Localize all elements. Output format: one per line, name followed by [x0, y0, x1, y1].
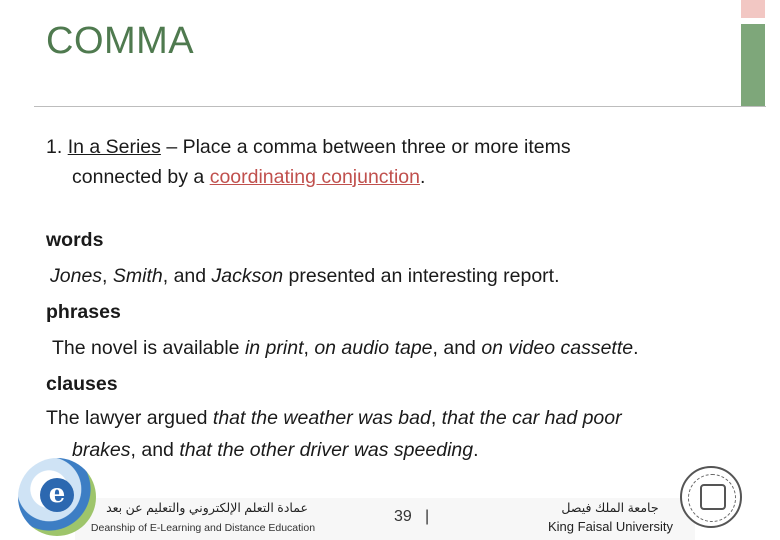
clauses-sep-2: , and: [130, 439, 180, 461]
phrases-label: phrases: [46, 301, 121, 323]
rule-text-b: connected by a: [72, 166, 210, 188]
university-seal-icon: [680, 466, 742, 528]
words-label: words: [46, 229, 104, 251]
rule-paragraph: [46, 132, 746, 192]
phrases-item-1: in print: [244, 337, 304, 359]
phrases-tail: .: [633, 337, 639, 359]
words-tail: presented an interesting report.: [283, 265, 560, 287]
words-item-2: Smith: [112, 265, 163, 287]
words-item-3: Jackson: [211, 265, 284, 287]
title-divider: [34, 106, 766, 107]
phrases-sep-1: ,: [303, 337, 315, 359]
coordinating-conjunction-link[interactable]: coordinating conjunction: [209, 166, 420, 188]
clauses-lead: The lawyer argued: [46, 407, 213, 429]
phrases-sep-2: , and: [432, 337, 482, 359]
clauses-sep-1: ,: [430, 407, 442, 429]
clauses-label: clauses: [46, 373, 118, 395]
rule-heading: In a Series: [67, 136, 161, 158]
clauses-item-3: that the other driver was speeding: [179, 439, 474, 461]
rule-end: .: [420, 166, 426, 188]
clauses-item-2a: that the car had poor: [441, 407, 622, 429]
clauses-item-2b: brakes: [72, 439, 131, 461]
slide-title: COMMA: [46, 20, 195, 62]
deanship-arabic: عمادة التعلم الإلكتروني والتعليم عن بعد: [106, 501, 308, 515]
clauses-example: [46, 402, 746, 466]
university-arabic: جامعة الملك فيصل: [561, 501, 659, 515]
phrases-item-2: on audio tape: [314, 337, 433, 359]
rule-number: 1.: [46, 136, 63, 158]
words-item-1: Jones: [50, 265, 103, 287]
university-english: King Faisal University: [548, 519, 673, 534]
elearning-logo-icon: e: [18, 458, 96, 536]
phrases-lead: The novel is available: [52, 337, 245, 359]
page-separator: |: [425, 508, 430, 525]
clauses-tail: .: [473, 439, 479, 461]
rule-line-2: [46, 162, 746, 192]
rule-text-a: Place a comma between three or more items: [182, 136, 571, 158]
page-number: 39: [394, 508, 412, 525]
slide-body: [46, 132, 746, 466]
words-sep-1: ,: [102, 265, 113, 287]
phrases-example: [46, 330, 746, 366]
phrases-item-3: on video cassette: [481, 337, 634, 359]
clauses-line-2: [46, 434, 479, 466]
accent-bar-top: [741, 0, 765, 18]
words-sep-2: , and: [162, 265, 212, 287]
rule-dash: –: [160, 136, 183, 158]
clauses-item-1: that the weather was bad: [212, 407, 431, 429]
words-example: [46, 258, 746, 294]
accent-bar-green: [741, 24, 765, 106]
deanship-english: Deanship of E-Learning and Distance Education: [90, 522, 316, 534]
